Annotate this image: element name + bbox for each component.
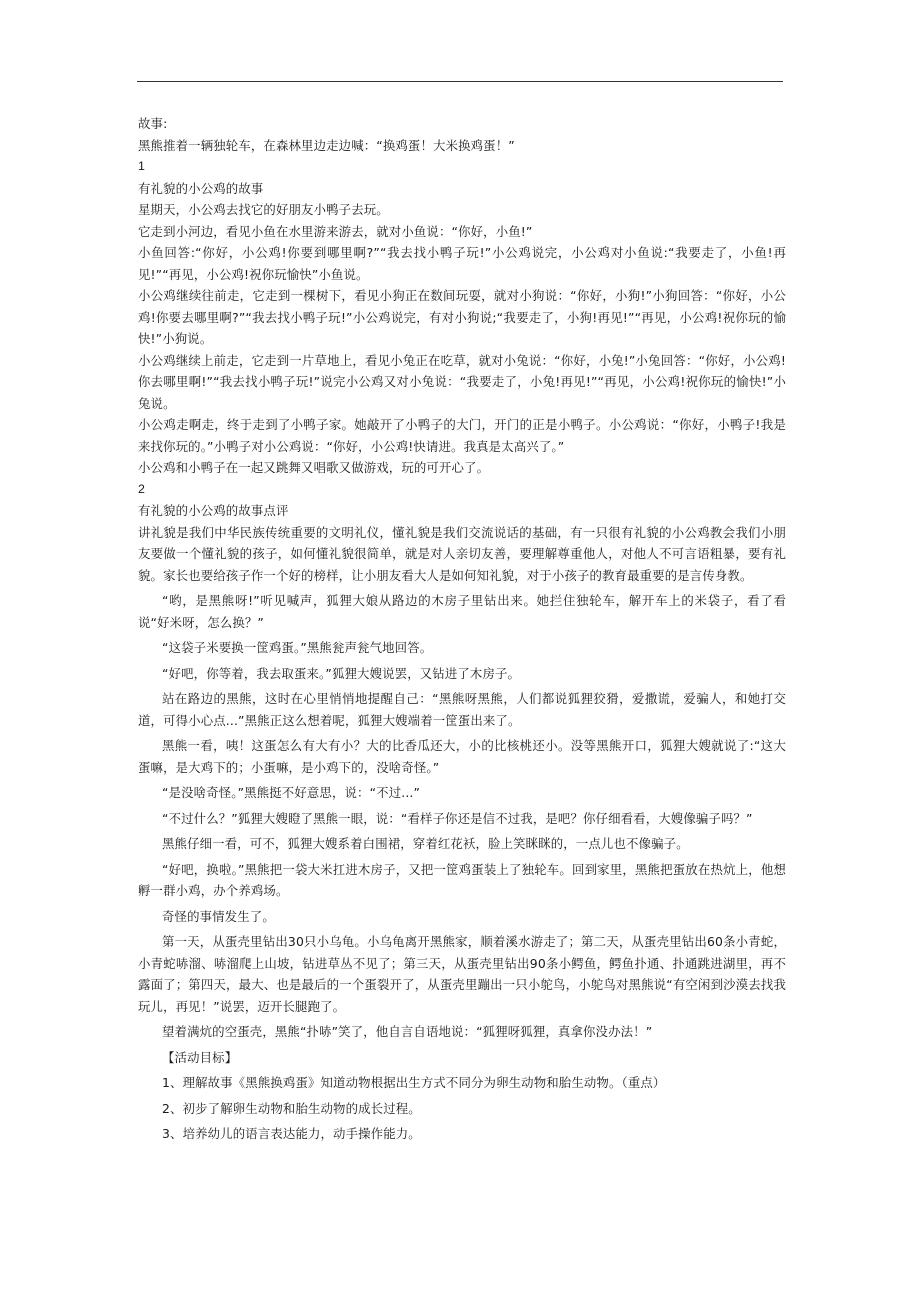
paragraph: 站在路边的黑熊，这时在心里悄悄地提醒自己：“黑熊呀黑熊，人们都说狐狸狡猾，爱撒谎，爱骗人，和她打交道，可得小心点...”黑熊正这么想着呢，狐狸大嫂端着一筐蛋出来了。 (138, 691, 786, 728)
paragraph: 小公鸡继续往前走，它走到一棵树下，看见小狗正在数间玩耍，就对小狗说：“你好，小狗!”小狗回答：“你好，小公鸡!你要去哪里啊?”“我去找小鸭子玩!”小公鸡说完，有对小狗说;“我要走了，小狗!再见!”“再见，小公鸡!祝你玩的愉快!”小狗说。 (138, 288, 786, 346)
header-rule (137, 81, 783, 82)
paragraph: 它走到小河边，看见小鱼在水里游来游去，就对小鱼说：“你好，小鱼!” (138, 223, 533, 239)
section-title-1: 有礼貌的小公鸡的故事 (138, 180, 264, 196)
activity-goals-heading: 【活动目标】 (162, 1049, 238, 1065)
paragraph: 小公鸡和小鸭子在一起又跳舞又唱歌又做游戏，玩的可开心了。 (138, 460, 490, 475)
paragraph: 黑熊一看，咦！这蛋怎么有大有小？大的比香瓜还大，小的比核桃还小。没等黑熊开口，狐狸大嫂就说了:“这大蛋嘛，是大鸡下的；小蛋嘛，是小鸡下的，没啥奇怪。” (138, 738, 786, 775)
paragraph: 讲礼貌是我们中华民族传统重要的文明礼仪，懂礼貌是我们交流说话的基础，有一只很有礼貌的小公鸡教会我们小朋友要做一个懂礼貌的孩子，如何懂礼貌很简单，就是对人亲切友善，要理解尊重他人，对他人不可言语粗暴，要有礼貌。家长也要给孩子作一个好的榜样，让小朋友看大人是如何知礼貌，对于小孩子的教育最重要的是言传身教。 (138, 524, 786, 583)
paragraph: 黑熊仔细一看，可不，狐狸大嫂系着白围裙，穿着红花袄，脸上笑眯眯的，一点儿也不像骗子。 (162, 836, 689, 851)
paragraph: 星期天，小公鸡去找它的好朋友小鸭子去玩。 (138, 202, 389, 217)
paragraph: “好吧，你等着，我去取蛋来。”狐狸大嫂说罢，又钻进了木房子。 (162, 665, 521, 681)
paragraph: 第一天，从蛋壳里钻出30只小乌龟。小乌龟离开黑熊家，顺着溪水游走了；第二天，从蛋壳里钻出60条小青蛇，小青蛇哧溜、哧溜爬上山坡，钻进草丛不见了；第三天，从蛋壳里钻出90条小鳄鱼，鳄鱼扑通、扑通跳进湖里，再不露面了；第四天，最大、也是最后的一个蛋裂开了，从蛋壳里蹦出一只小鸵鸟，小鸵鸟对黑熊说“有空闲到沙漠去找我玩儿，再见！”说罢，迈开长腿跑了。 (138, 934, 786, 1014)
paragraph: “不过什么？”狐狸大嫂瞪了黑熊一眼，说：“看样子你还是信不过我，是吧？你仔细看看，大嫂像骗子吗？” (162, 810, 753, 826)
section-number-2: 2 (138, 481, 146, 496)
section-title-2: 有礼貌的小公鸡的故事点评 (138, 503, 289, 518)
paragraph: 小鱼回答:“你好，小公鸡!你要到哪里啊?”“我去找小鸭子玩!”小公鸡说完，小公鸡对小鱼说:“我要走了，小鱼!再见!”“再见，小公鸡!祝你玩愉快”小鱼说。 (138, 245, 786, 282)
paragraph: 奇怪的事情发生了。 (162, 908, 275, 924)
paragraph: 望着满炕的空蛋壳，黑熊“扑哧”笑了，他自言自语地说：“狐狸呀狐狸，真拿你没办法！” (162, 1024, 653, 1039)
paragraph: 小公鸡继续上前走，它走到一片草地上，看见小兔正在吃草，就对小兔说：“你好，小兔!”小兔回答：“你好，小公鸡!你去哪里啊!”“我去找小鸭子玩!”说完小公鸡又对小兔说：“我要走了，小兔!再见!”“再见，小公鸡!祝你玩的愉快!”小兔说。 (138, 352, 786, 411)
section-number-1: 1 (138, 159, 146, 173)
paragraph: “好吧，换啦。”黑熊把一袋大米扛进木房子，又把一筐鸡蛋装上了独轮车。回到家里，黑熊把蛋放在热炕上，他想孵一群小鸡，办个养鸡场。 (138, 861, 786, 898)
story-heading: 故事: (138, 116, 168, 131)
goal-item-3: 3、培养幼儿的语言表达能力，动手操作能力。 (162, 1126, 421, 1141)
paragraph: 小公鸡走啊走，终于走到了小鸭子家。她敲开了小鸭子的大门，开门的正是小鸭子。小公鸡说：“你好，小鸭子!我是来找你玩的。”小鸭子对小公鸡说：“你好，小公鸡!快请进。我真是太高兴了。” (138, 417, 786, 454)
paragraph: “这袋子米要换一筐鸡蛋。”黑熊瓮声瓮气地回答。 (162, 640, 433, 655)
story-opening: 黑熊推着一辆独轮车，在森林里边走边喊：“换鸡蛋！大米换鸡蛋！” (138, 137, 515, 153)
paragraph: “哟，是黑熊呀!”听见喊声，狐狸大娘从路边的木房子里钻出来。她拦住独轮车，解开车上的米袋子，看了看说“好米呀，怎么换？” (138, 593, 786, 630)
goal-item-1: 1、理解故事《黑熊换鸡蛋》知道动物根据出生方式不同分为卵生动物和胎生动物。（重点） (162, 1075, 666, 1090)
document-body (138, 113, 786, 1145)
goal-item-2: 2、初步了解卵生动物和胎生动物的成长过程。 (162, 1100, 421, 1116)
paragraph: “是没啥奇怪。”黑熊挺不好意思，说：“不过...” (162, 785, 421, 800)
